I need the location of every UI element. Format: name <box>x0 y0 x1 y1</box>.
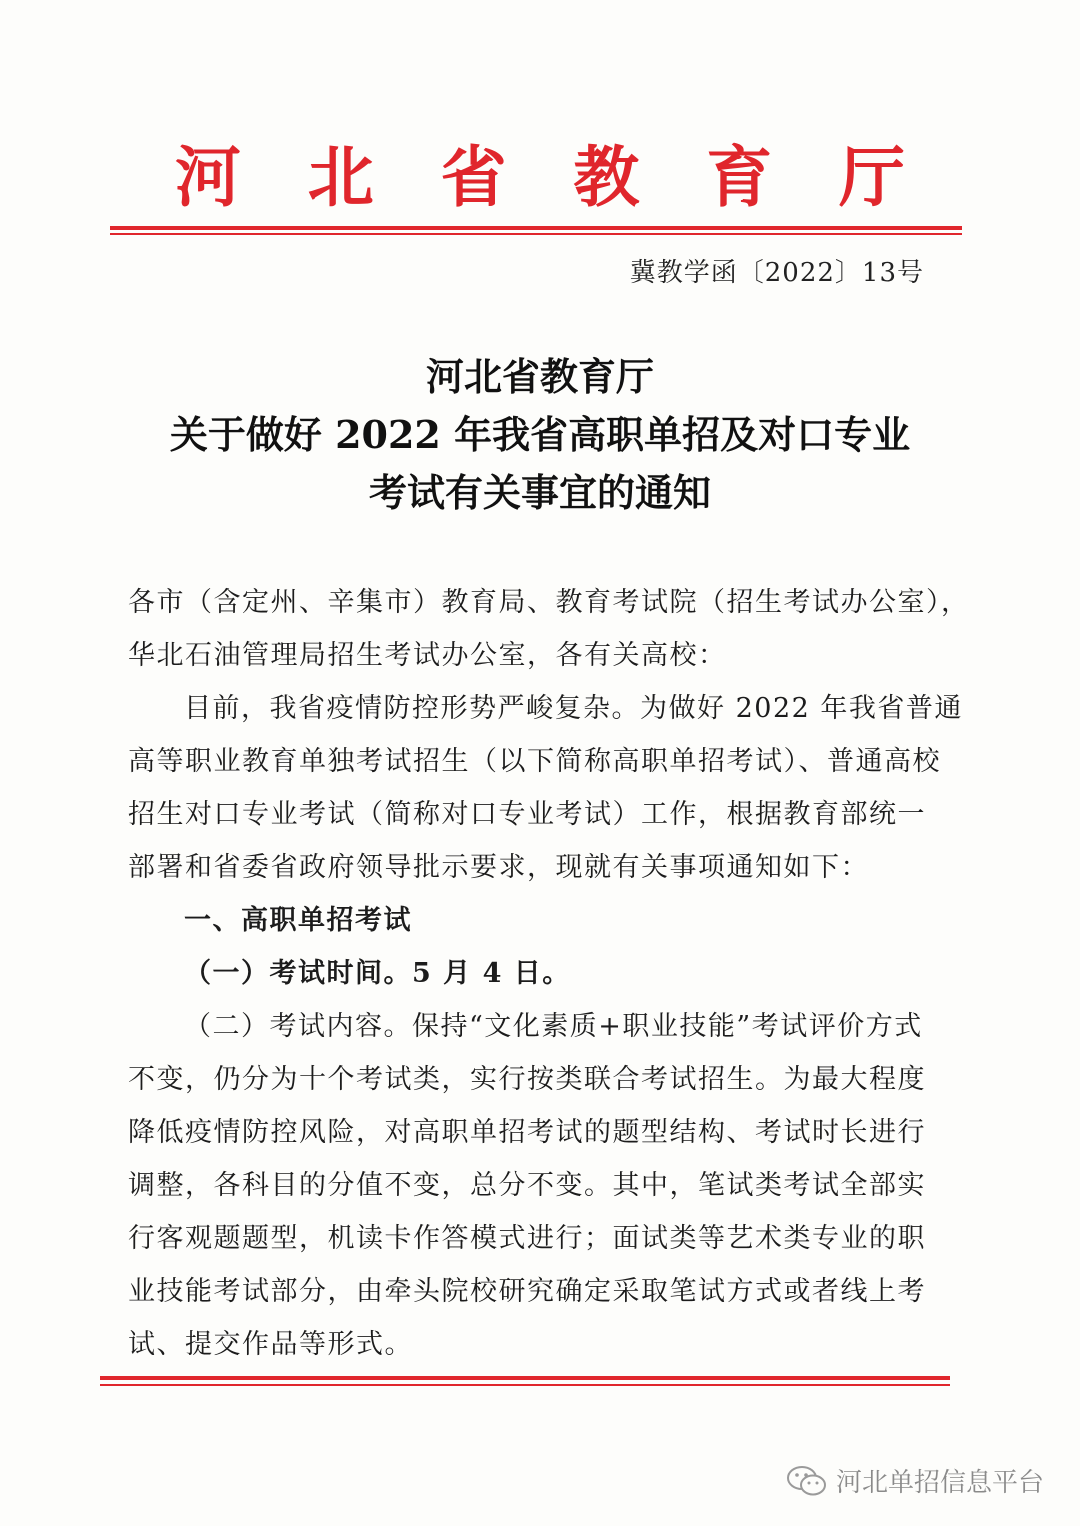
body-line: 试、提交作品等形式。 <box>128 1329 413 1360</box>
document-title <box>110 348 970 522</box>
title-line: 考试有关事宜的通知 <box>368 470 711 515</box>
watermark-text: 河北单招信息平台 <box>835 1468 1044 1498</box>
body-line: 不变，仍分为十个考试类，实行按类联合考试招生。为最大程度 <box>128 1064 926 1095</box>
body-line: 部署和省委省政府领导批示要求，现就有关事项通知如下： <box>128 852 869 883</box>
body-line: 行客观题题型，机读卡作答模式进行；面试类等艺术类专业的职 <box>128 1223 926 1254</box>
body-line: 业技能考试部分，由牵头院校研究确定采取笔试方式或者线上考 <box>128 1276 926 1307</box>
footer-divider <box>100 1376 950 1380</box>
document-number: 冀教学函〔2022〕13号 <box>629 258 924 288</box>
title-line: 关于做好 2022 年我省高职单招及对口专业 <box>169 412 911 457</box>
subsection-text: （一）考试时间。5 月 4 日。 <box>184 958 571 989</box>
body-line: 高等职业教育单独考试招生（以下简称高职单招考试）、普通高校 <box>128 746 941 777</box>
letterhead <box>175 140 905 214</box>
body-line: 目前，我省疫情防控形势严峻复杂。为做好 2022 年我省普通 <box>184 693 963 724</box>
section-heading: 一、高职单招考试 <box>184 905 412 936</box>
document-body <box>128 576 970 1371</box>
body-line: （二）考试内容。保持“文化素质+职业技能”考试评价方式 <box>184 1011 923 1042</box>
title-line: 河北省教育厅 <box>425 354 654 399</box>
body-line: 华北石油管理局招生考试办公室，各有关高校： <box>128 640 727 671</box>
wechat-icon <box>786 1465 828 1497</box>
letterhead-divider-thin <box>110 233 962 235</box>
letterhead-char: 育 <box>706 138 773 216</box>
letterhead-char: 教 <box>573 138 640 216</box>
body-line: 各市（含定州、辛集市）教育局、教育考试院（招生考试办公室）， <box>128 587 970 618</box>
letterhead-char: 河 <box>175 138 241 216</box>
letterhead-char: 厅 <box>838 138 905 216</box>
body-line: 降低疫情防控风险，对高职单招考试的题型结构、考试时长进行 <box>128 1117 926 1148</box>
watermark <box>786 1462 1044 1499</box>
letterhead-divider <box>110 226 962 230</box>
body-line: 调整，各科目的分值不变，总分不变。其中，笔试类考试全部实 <box>128 1170 926 1201</box>
footer-divider-thin <box>100 1384 950 1386</box>
letterhead-char: 省 <box>440 138 507 216</box>
body-line: 招生对口专业考试（简称对口专业考试）工作，根据教育部统一 <box>128 799 926 830</box>
letterhead-char: 北 <box>307 138 374 216</box>
body-line <box>128 947 928 1000</box>
